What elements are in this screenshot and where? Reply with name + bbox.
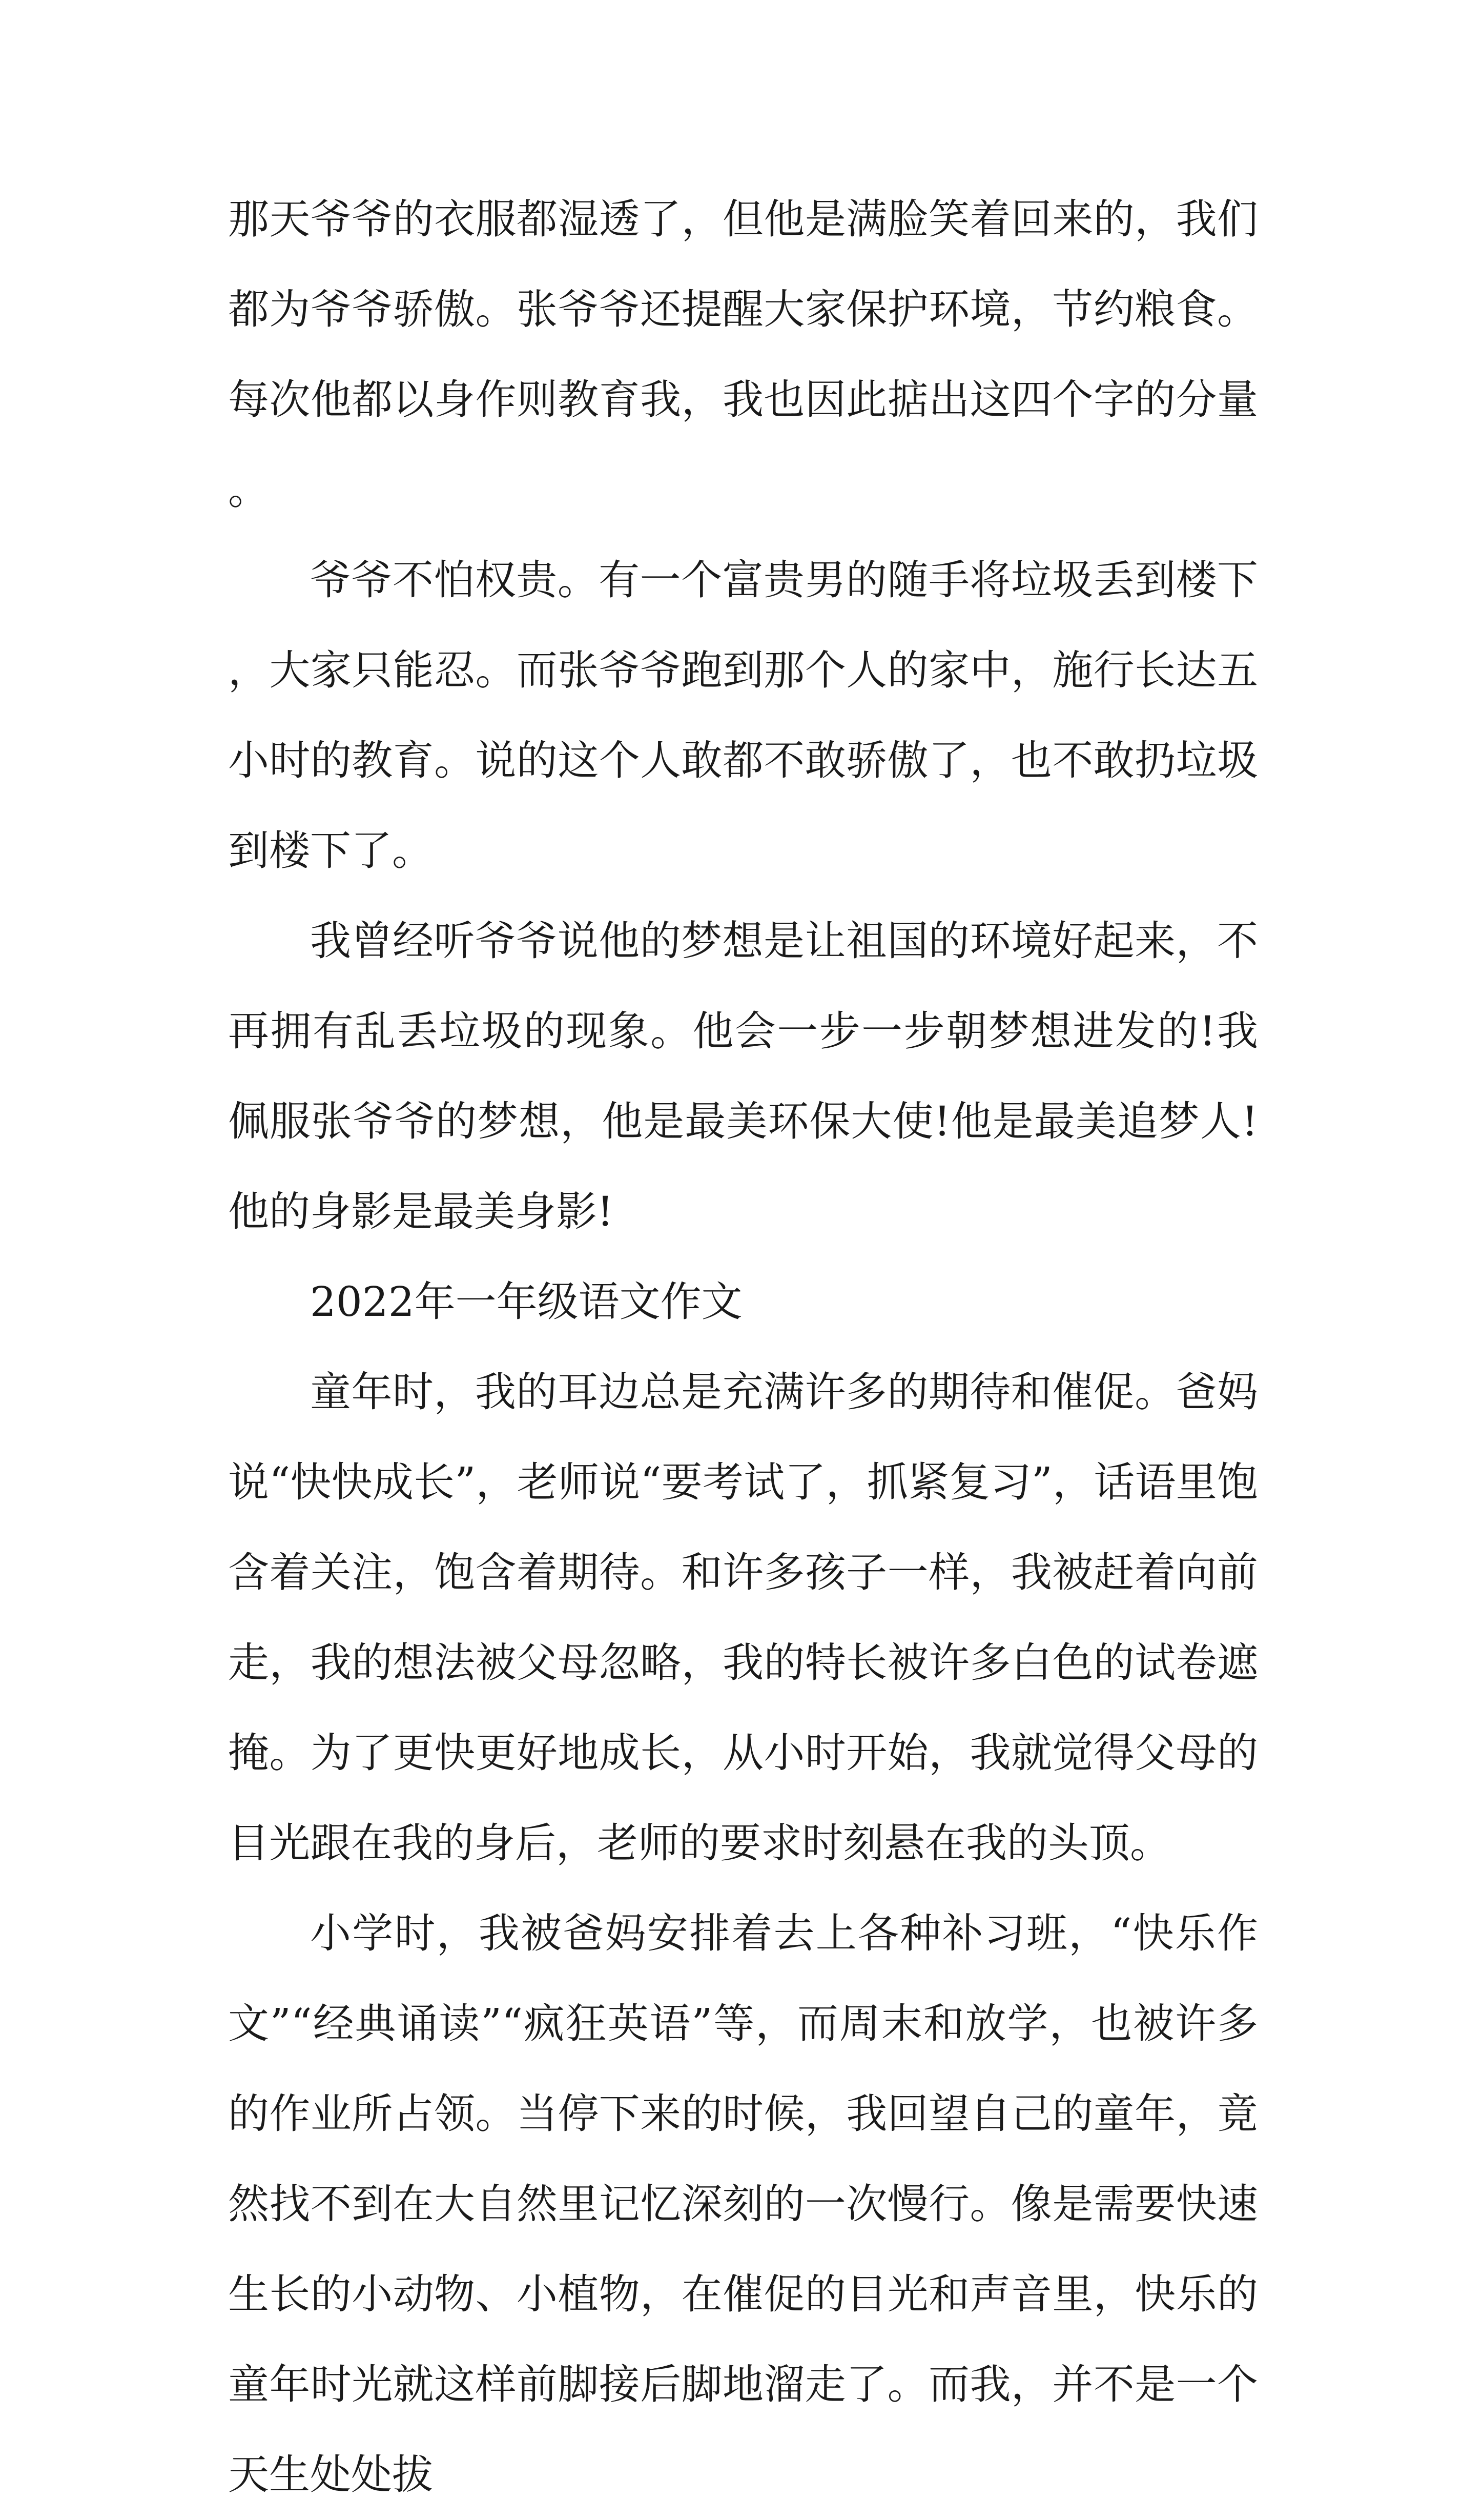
paragraph-5: 小学时，我被爸妈安排着去上各种补习班，“快乐作文”“经典诵读”“疯狂英语”等，而周末和放学，也被许多的作业所占领。当停下来的时候，我回望自己的童年，竟然找不到在大自然里记忆深刻的一次慢行。像是需要快速生长的小动物、小植物，在催促的目光和声音里，快乐的童年时光就这样前脚接后脚地溜走了。而我，并不是一个天生处处拔 [228, 1909, 1258, 2498]
paragraph-4: 童年时，我的耳边总是充满许多的期待和催促。爸妈说“快快成长”，老师说“要考试了，抓紧复习”，话语里饱含着关注，饱含着期待。和许多孩子一样，我被赶着向前走，我的想法被父母忽略，我的特长被许多白色的试卷遮掩。为了更快更好地成长，从小时开始，我就觉得父母的目光跟在我的身后，老师的要求时刻悬在我的头顶。 [228, 1368, 1258, 1867]
body-text [228, 174, 1258, 2520]
paragraph-2: 爷爷不怕权贵。有一个富贵男的随手将垃圾丢到楼下，大家只能忍。而张爷爷跑到那个人的家中，施行长达五小时的教育。说的这个人敢都不敢骄傲了，也不敢扔垃圾到楼下了。 [228, 556, 1258, 875]
paragraph-3: 我曾经听爷爷说他的梦想是让祖国的环境好起来，不再拥有乱丢垃圾的现象。他会一步一步朝梦想进发的!我佩服张爷爷的梦想，他是最美环保大使!他是最美追梦人!他的身影是最美身影! [228, 917, 1258, 1235]
essay-title: 2022年一年级语文作文 [310, 1278, 743, 1326]
paragraph-1: 那天爷爷的衣服都湿透了，但他是满脸笑着回来的，我们都为爷爷骄傲。张爷爷还提醒大家保护环境，节约粮食。每次他都以身作则教育我，我也因此掂出这四个字的分量。 [228, 195, 1258, 514]
